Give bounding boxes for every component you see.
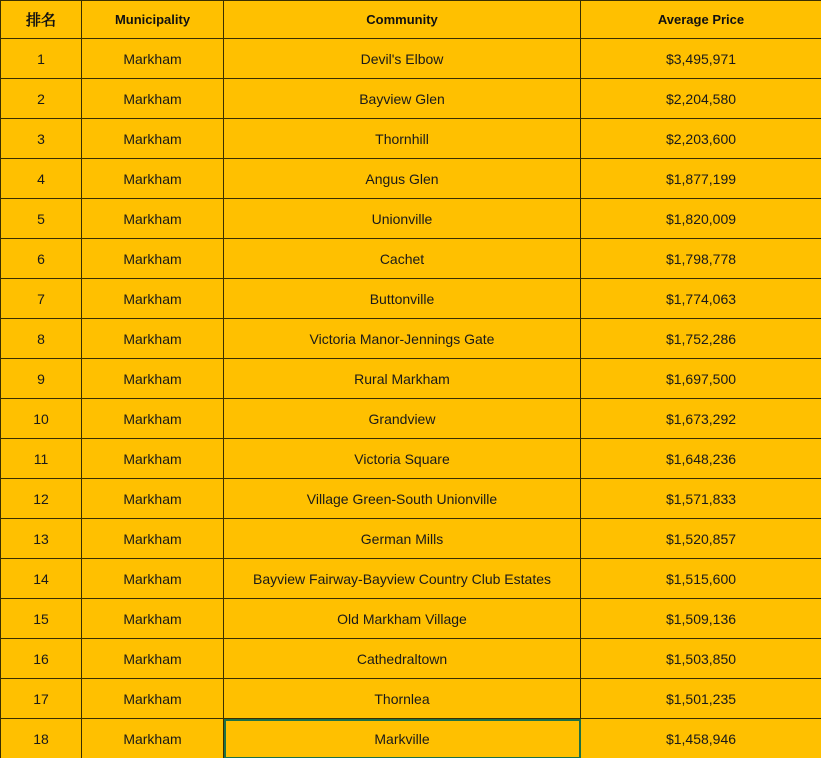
table-row — [1, 39, 821, 79]
table-row — [1, 519, 821, 559]
average-price-cell[interactable]: $1,520,857 — [581, 519, 821, 559]
average-price-cell[interactable]: $1,503,850 — [581, 639, 821, 679]
rank-cell[interactable]: 13 — [1, 519, 82, 559]
community-cell[interactable]: Cathedraltown — [224, 639, 581, 679]
municipality-cell[interactable]: Markham — [82, 319, 224, 359]
header-rank[interactable]: 排名 — [1, 1, 82, 39]
municipality-cell[interactable]: Markham — [82, 599, 224, 639]
municipality-cell[interactable]: Markham — [82, 119, 224, 159]
municipality-cell[interactable]: Markham — [82, 719, 224, 758]
average-price-cell[interactable]: $1,515,600 — [581, 559, 821, 599]
community-cell[interactable]: Victoria Square — [224, 439, 581, 479]
rank-cell[interactable]: 17 — [1, 679, 82, 719]
community-cell[interactable]: Victoria Manor-Jennings Gate — [224, 319, 581, 359]
rank-cell[interactable]: 8 — [1, 319, 82, 359]
average-price-cell[interactable]: $1,798,778 — [581, 239, 821, 279]
community-cell[interactable]: Cachet — [224, 239, 581, 279]
community-cell[interactable]: Buttonville — [224, 279, 581, 319]
table-row — [1, 719, 821, 758]
average-price-cell[interactable]: $1,774,063 — [581, 279, 821, 319]
municipality-cell[interactable]: Markham — [82, 559, 224, 599]
header-row — [1, 1, 821, 39]
municipality-cell[interactable]: Markham — [82, 519, 224, 559]
municipality-cell[interactable]: Markham — [82, 639, 224, 679]
average-price-cell[interactable]: $1,458,946 — [581, 719, 821, 758]
community-cell[interactable]: Grandview — [224, 399, 581, 439]
average-price-cell[interactable]: $2,204,580 — [581, 79, 821, 119]
table-row — [1, 79, 821, 119]
average-price-cell[interactable]: $3,495,971 — [581, 39, 821, 79]
average-price-cell[interactable]: $1,877,199 — [581, 159, 821, 199]
municipality-cell[interactable]: Markham — [82, 159, 224, 199]
community-cell-selected[interactable]: Markville — [224, 719, 581, 758]
municipality-cell[interactable]: Markham — [82, 479, 224, 519]
municipality-cell[interactable]: Markham — [82, 359, 224, 399]
municipality-cell[interactable]: Markham — [82, 199, 224, 239]
community-cell[interactable]: Village Green-South Unionville — [224, 479, 581, 519]
municipality-cell[interactable]: Markham — [82, 39, 224, 79]
municipality-cell[interactable]: Markham — [82, 439, 224, 479]
community-cell[interactable]: Devil's Elbow — [224, 39, 581, 79]
rank-cell[interactable]: 7 — [1, 279, 82, 319]
community-cell[interactable]: Thornhill — [224, 119, 581, 159]
community-cell[interactable]: Rural Markham — [224, 359, 581, 399]
municipality-cell[interactable]: Markham — [82, 279, 224, 319]
rank-cell[interactable]: 12 — [1, 479, 82, 519]
municipality-cell[interactable]: Markham — [82, 239, 224, 279]
table-row — [1, 279, 821, 319]
header-average-price[interactable]: Average Price — [581, 1, 821, 39]
table-row — [1, 359, 821, 399]
average-price-cell[interactable]: $1,752,286 — [581, 319, 821, 359]
rank-cell[interactable]: 18 — [1, 719, 82, 758]
table-body — [1, 39, 821, 758]
average-price-cell[interactable]: $1,648,236 — [581, 439, 821, 479]
header-community[interactable]: Community — [224, 1, 581, 39]
table-row — [1, 239, 821, 279]
rank-cell[interactable]: 11 — [1, 439, 82, 479]
table-row — [1, 599, 821, 639]
average-price-cell[interactable]: $2,203,600 — [581, 119, 821, 159]
community-cell[interactable]: Bayview Fairway-Bayview Country Club Estates — [224, 559, 581, 599]
table-row — [1, 159, 821, 199]
community-cell[interactable]: Angus Glen — [224, 159, 581, 199]
community-cell[interactable]: Unionville — [224, 199, 581, 239]
table-row — [1, 399, 821, 439]
table-row — [1, 199, 821, 239]
rank-cell[interactable]: 6 — [1, 239, 82, 279]
community-cell[interactable]: Old Markham Village — [224, 599, 581, 639]
table-row — [1, 119, 821, 159]
rank-cell[interactable]: 10 — [1, 399, 82, 439]
municipality-cell[interactable]: Markham — [82, 399, 224, 439]
municipality-cell[interactable]: Markham — [82, 679, 224, 719]
average-price-cell[interactable]: $1,571,833 — [581, 479, 821, 519]
table-row — [1, 479, 821, 519]
municipality-cell[interactable]: Markham — [82, 79, 224, 119]
rank-cell[interactable]: 5 — [1, 199, 82, 239]
average-price-cell[interactable]: $1,509,136 — [581, 599, 821, 639]
table-row — [1, 439, 821, 479]
rank-cell[interactable]: 9 — [1, 359, 82, 399]
header-municipality[interactable]: Municipality — [82, 1, 224, 39]
table-row — [1, 559, 821, 599]
average-price-cell[interactable]: $1,501,235 — [581, 679, 821, 719]
rank-cell[interactable]: 14 — [1, 559, 82, 599]
rank-cell[interactable]: 2 — [1, 79, 82, 119]
table-row — [1, 639, 821, 679]
average-price-cell[interactable]: $1,697,500 — [581, 359, 821, 399]
table-row — [1, 679, 821, 719]
rank-cell[interactable]: 4 — [1, 159, 82, 199]
community-cell[interactable]: Bayview Glen — [224, 79, 581, 119]
rank-cell[interactable]: 3 — [1, 119, 82, 159]
rank-cell[interactable]: 1 — [1, 39, 82, 79]
table-row — [1, 319, 821, 359]
average-price-cell[interactable]: $1,673,292 — [581, 399, 821, 439]
community-cell[interactable]: Thornlea — [224, 679, 581, 719]
community-cell[interactable]: German Mills — [224, 519, 581, 559]
rank-cell[interactable]: 15 — [1, 599, 82, 639]
average-price-cell[interactable]: $1,820,009 — [581, 199, 821, 239]
rank-cell[interactable]: 16 — [1, 639, 82, 679]
